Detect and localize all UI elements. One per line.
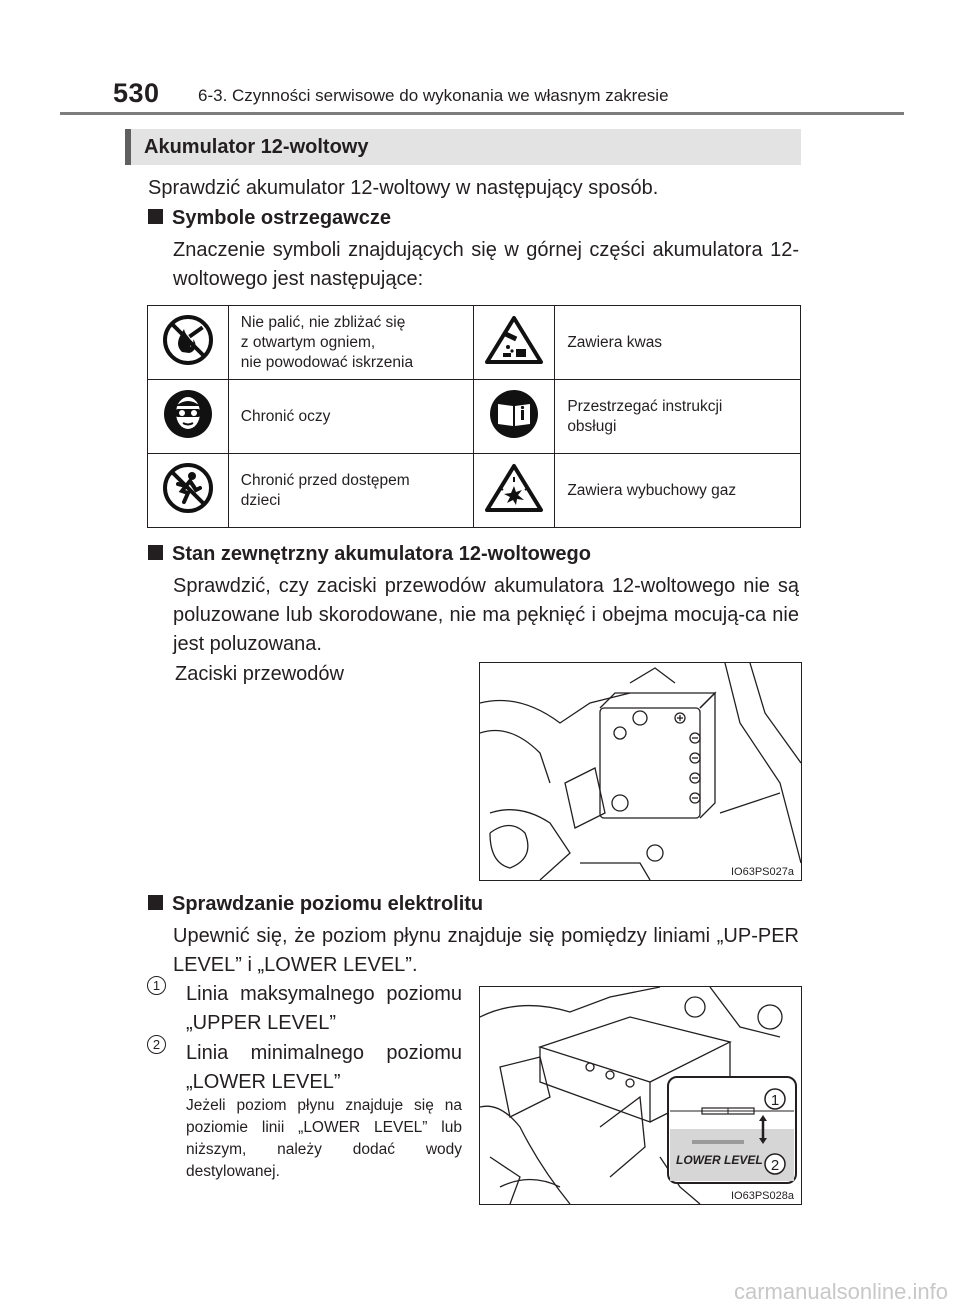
intro-text: Sprawdzić akumulator 12-woltowy w następujący sposób.	[148, 177, 659, 199]
symbol-caption-line: Chronić oczy	[240, 407, 331, 425]
battery-terminals-illustration	[480, 663, 801, 880]
callout-2: 2	[770, 1157, 780, 1174]
electrolyte-level-figure	[479, 986, 802, 1205]
section-title-bar	[125, 129, 801, 165]
section-title: Akumulator 12-woltowy	[144, 136, 369, 158]
page-number: 530	[113, 78, 160, 108]
exterior-heading	[148, 543, 591, 566]
symbol-caption-line: obsługi	[567, 417, 617, 435]
symbol-caption-line: dzieci	[240, 491, 281, 509]
warning-symbols-heading-text: Symbole ostrzegawcze	[172, 207, 391, 229]
electrolyte-level-illustration	[480, 987, 801, 1204]
lower-level-text: Linia minimalnego poziomu „LOWER LEVEL”	[186, 1042, 462, 1093]
bullet-square-icon	[148, 545, 163, 560]
symbol-caption-line: Zawiera wybuchowy gaz	[567, 481, 737, 499]
table-row	[148, 454, 801, 528]
explosive-gas-icon	[483, 462, 545, 514]
chapter-title: 6-3. Czynności serwisowe do wykonania we własnym zakresie	[198, 86, 669, 105]
item-badge: 1	[147, 976, 166, 995]
symbol-caption-line: Zawiera kwas	[567, 333, 663, 351]
electrolyte-heading-text: Sprawdzanie poziomu elektrolitu	[172, 893, 484, 915]
item-badge: 2	[147, 1035, 166, 1054]
electrolyte-body: Upewnić się, że poziom płynu znajduje się pomiędzy liniami „UP-PER LEVEL” i „LOWER LEVEL”.	[173, 925, 799, 976]
symbol-caption-line: Nie palić, nie zbliżać się	[240, 313, 406, 331]
section-marker	[125, 129, 131, 165]
bullet-square-icon	[148, 895, 163, 910]
lower-level-figure-label: LOWER LEVEL	[676, 1153, 763, 1167]
warning-symbols-heading	[148, 207, 391, 230]
eye-protection-icon	[162, 388, 214, 440]
watermark: carmanualsonline.info	[733, 1279, 948, 1304]
instruction-book-icon	[488, 388, 540, 440]
symbol-caption-line: Przestrzegać instrukcji	[567, 397, 723, 415]
no-fire-icon	[162, 314, 214, 366]
exterior-body: Sprawdzić, czy zaciski przewodów akumulatora 12-woltowego nie są poluzowane lub skorodowane, nie ma pęknięć i obejma mocują-ca nie jest poluzowana.	[173, 575, 799, 655]
item-number-1	[147, 976, 166, 995]
acid-warning-icon	[483, 314, 545, 366]
symbol-caption-line: z otwartym ogniem,	[240, 333, 376, 351]
battery-terminals-figure	[479, 662, 802, 881]
upper-level-text: Linia maksymalnego poziomu „UPPER LEVEL”	[186, 983, 462, 1034]
item-number-2	[147, 1035, 166, 1054]
table-row	[148, 306, 801, 380]
warning-symbols-table	[147, 305, 801, 528]
warning-symbols-body: Znaczenie symboli znajdujących się w górnej części akumulatora 12-woltowego jest następujące:	[173, 239, 799, 290]
symbol-caption-line: Chronić przed dostępem	[240, 471, 410, 489]
keep-away-children-icon	[162, 462, 214, 514]
electrolyte-heading	[148, 893, 483, 916]
figure-code: IO63PS028a	[731, 1190, 794, 1202]
table-row	[148, 380, 801, 454]
figure-code: IO63PS027a	[731, 866, 794, 878]
bullet-square-icon	[148, 209, 163, 224]
callout-1: 1	[770, 1092, 780, 1109]
distilled-water-note: Jeżeli poziom płynu znajduje się na poziomie linii „LOWER LEVEL” lub niższym, należy dodać wody destylowanej.	[186, 1097, 462, 1180]
header-rule	[60, 112, 904, 115]
symbol-caption-line: nie powodować iskrzenia	[240, 353, 414, 371]
exterior-heading-text: Stan zewnętrzny akumulatora 12-woltowego	[172, 543, 591, 565]
terminals-label: Zaciski przewodów	[175, 663, 344, 685]
